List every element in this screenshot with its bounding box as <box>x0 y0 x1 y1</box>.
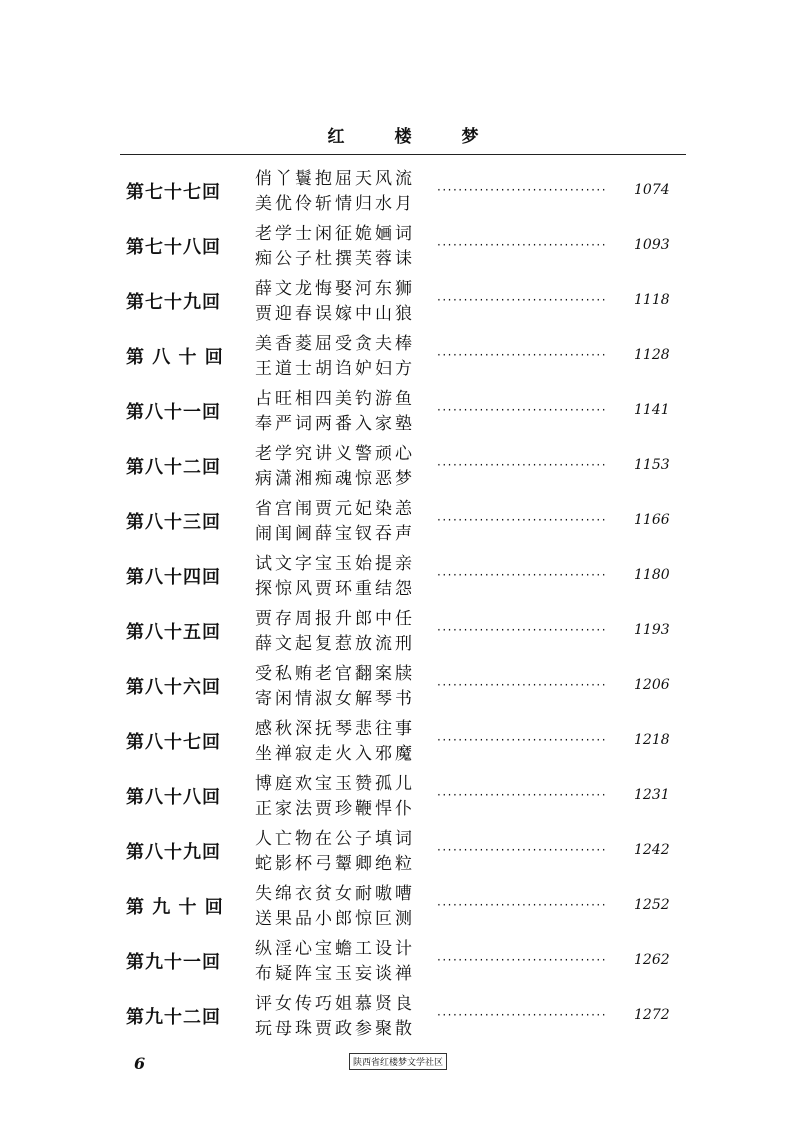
chapter-title-line2: 正家法贾珍鞭悍仆 <box>255 799 415 819</box>
chapter-label: 第七十七回 <box>126 182 221 203</box>
chapter-label: 第八十八回 <box>126 787 221 808</box>
page-number: 1093 <box>634 237 670 253</box>
chapter-title-line2: 王道士胡诌妒妇方 <box>255 359 415 379</box>
chapter-title-line1: 老学究讲义警顽心 <box>255 444 415 464</box>
toc-row <box>122 660 682 715</box>
toc-row <box>122 495 682 550</box>
chapter-title-line2: 奉严词两番入家塾 <box>255 414 415 434</box>
chapter-title-line2: 薛文起复惹放流刑 <box>255 634 415 654</box>
page-number: 1128 <box>634 347 670 363</box>
chapter-title-line1: 博庭欢宝玉赞孤儿 <box>255 774 415 794</box>
chapter-title-line1: 感秋深抚琴悲往事 <box>255 719 415 739</box>
toc-row <box>122 385 682 440</box>
dot-leader: ································ <box>437 898 608 912</box>
dot-leader: ································ <box>437 1008 608 1022</box>
chapter-label: 第七十九回 <box>126 292 221 313</box>
dot-leader: ································ <box>437 458 608 472</box>
toc-row <box>122 220 682 275</box>
chapter-title-line2: 美优伶斩情归水月 <box>255 194 415 214</box>
chapter-title-line2: 玩母珠贾政参聚散 <box>255 1019 415 1039</box>
page-number: 1074 <box>634 182 670 198</box>
page-number: 1141 <box>634 402 670 418</box>
chapter-label: 第八十三回 <box>126 512 221 533</box>
chapter-label: 第八十二回 <box>126 457 221 478</box>
chapter-title-line1: 俏丫鬟抱屈天风流 <box>255 169 415 189</box>
page-number: 1118 <box>634 292 670 308</box>
chapter-title-line2: 闹闺阃薛宝钗吞声 <box>255 524 415 544</box>
chapter-title-line1: 失绵衣贫女耐嗷嘈 <box>255 884 415 904</box>
header-title: 红楼梦 <box>327 127 529 147</box>
toc-row <box>122 440 682 495</box>
dot-leader: ································ <box>437 843 608 857</box>
chapter-title-line2: 坐禅寂走火入邪魔 <box>255 744 415 764</box>
chapter-label: 第八十七回 <box>126 732 221 753</box>
chapter-label: 第九十一回 <box>126 952 221 973</box>
chapter-title-line1: 试文字宝玉始提亲 <box>255 554 415 574</box>
page-number: 1231 <box>634 787 670 803</box>
chapter-label: 第八十四回 <box>126 567 221 588</box>
chapter-title-line1: 贾存周报升郎中任 <box>255 609 415 629</box>
chapter-title-line1: 人亡物在公子填词 <box>255 829 415 849</box>
toc-row <box>122 935 682 990</box>
page-number: 1252 <box>634 897 670 913</box>
chapter-label: 第九十二回 <box>126 1007 221 1028</box>
chapter-title-line2: 探惊风贾环重结怨 <box>255 579 415 599</box>
chapter-title-line2: 病潇湘痴魂惊恶梦 <box>255 469 415 489</box>
chapter-label: 第八十一回 <box>126 402 221 423</box>
chapter-label: 第八十五回 <box>126 622 221 643</box>
toc-row <box>122 770 682 825</box>
page-number: 1206 <box>634 677 670 693</box>
page-number: 1242 <box>634 842 670 858</box>
page-number: 1180 <box>634 567 670 583</box>
folio-page-number: 6 <box>134 1054 146 1073</box>
page-number: 1262 <box>634 952 670 968</box>
chapter-title-line1: 受私贿老官翻案牍 <box>255 664 415 684</box>
dot-leader: ································ <box>437 678 608 692</box>
chapter-title-line2: 布疑阵宝玉妄谈禅 <box>255 964 415 984</box>
dot-leader: ································ <box>437 293 608 307</box>
dot-leader: ································ <box>437 513 608 527</box>
dot-leader: ································ <box>437 183 608 197</box>
dot-leader: ································ <box>437 953 608 967</box>
toc-row <box>122 165 682 220</box>
toc-row <box>122 275 682 330</box>
dot-leader: ································ <box>437 788 608 802</box>
chapter-label: 第七十八回 <box>126 237 221 258</box>
watermark-stamp: 陕西省红楼梦文学社区 <box>349 1053 447 1070</box>
chapter-label: 第八十九回 <box>126 842 221 863</box>
chapter-title-line1: 评女传巧姐慕贤良 <box>255 994 415 1014</box>
chapter-title-line1: 薛文龙悔娶河东狮 <box>255 279 415 299</box>
dot-leader: ································ <box>437 238 608 252</box>
toc-row <box>122 715 682 770</box>
chapter-title-line2: 痴公子杜撰芙蓉诔 <box>255 249 415 269</box>
dot-leader: ································ <box>437 348 608 362</box>
chapter-title-line1: 老学士闲征姽婳词 <box>255 224 415 244</box>
page-number: 1153 <box>634 457 670 473</box>
chapter-title-line1: 占旺相四美钓游鱼 <box>255 389 415 409</box>
chapter-title-line1: 美香菱屈受贪夫棒 <box>255 334 415 354</box>
dot-leader: ································ <box>437 403 608 417</box>
chapter-title-line2: 送果品小郎惊叵测 <box>255 909 415 929</box>
page-number: 1272 <box>634 1007 670 1023</box>
chapter-label: 第 八 十 回 <box>126 347 224 368</box>
chapter-label: 第 九 十 回 <box>126 897 224 918</box>
chapter-title-line1: 省宫闱贾元妃染恙 <box>255 499 415 519</box>
chapter-title-line2: 寄闲情淑女解琴书 <box>255 689 415 709</box>
page-number: 1166 <box>634 512 670 528</box>
chapter-label: 第八十六回 <box>126 677 221 698</box>
toc-row <box>122 825 682 880</box>
toc-row <box>122 990 682 1045</box>
dot-leader: ································ <box>437 733 608 747</box>
chapter-title-line2: 贾迎春误嫁中山狼 <box>255 304 415 324</box>
page-number: 1218 <box>634 732 670 748</box>
toc-row <box>122 605 682 660</box>
page-number: 1193 <box>634 622 670 638</box>
dot-leader: ································ <box>437 568 608 582</box>
dot-leader: ································ <box>437 623 608 637</box>
chapter-title-line1: 纵淫心宝蟾工设计 <box>255 939 415 959</box>
toc-row <box>122 550 682 605</box>
toc-row <box>122 330 682 385</box>
chapter-title-line2: 蛇影杯弓颦卿绝粒 <box>255 854 415 874</box>
toc-row <box>122 880 682 935</box>
